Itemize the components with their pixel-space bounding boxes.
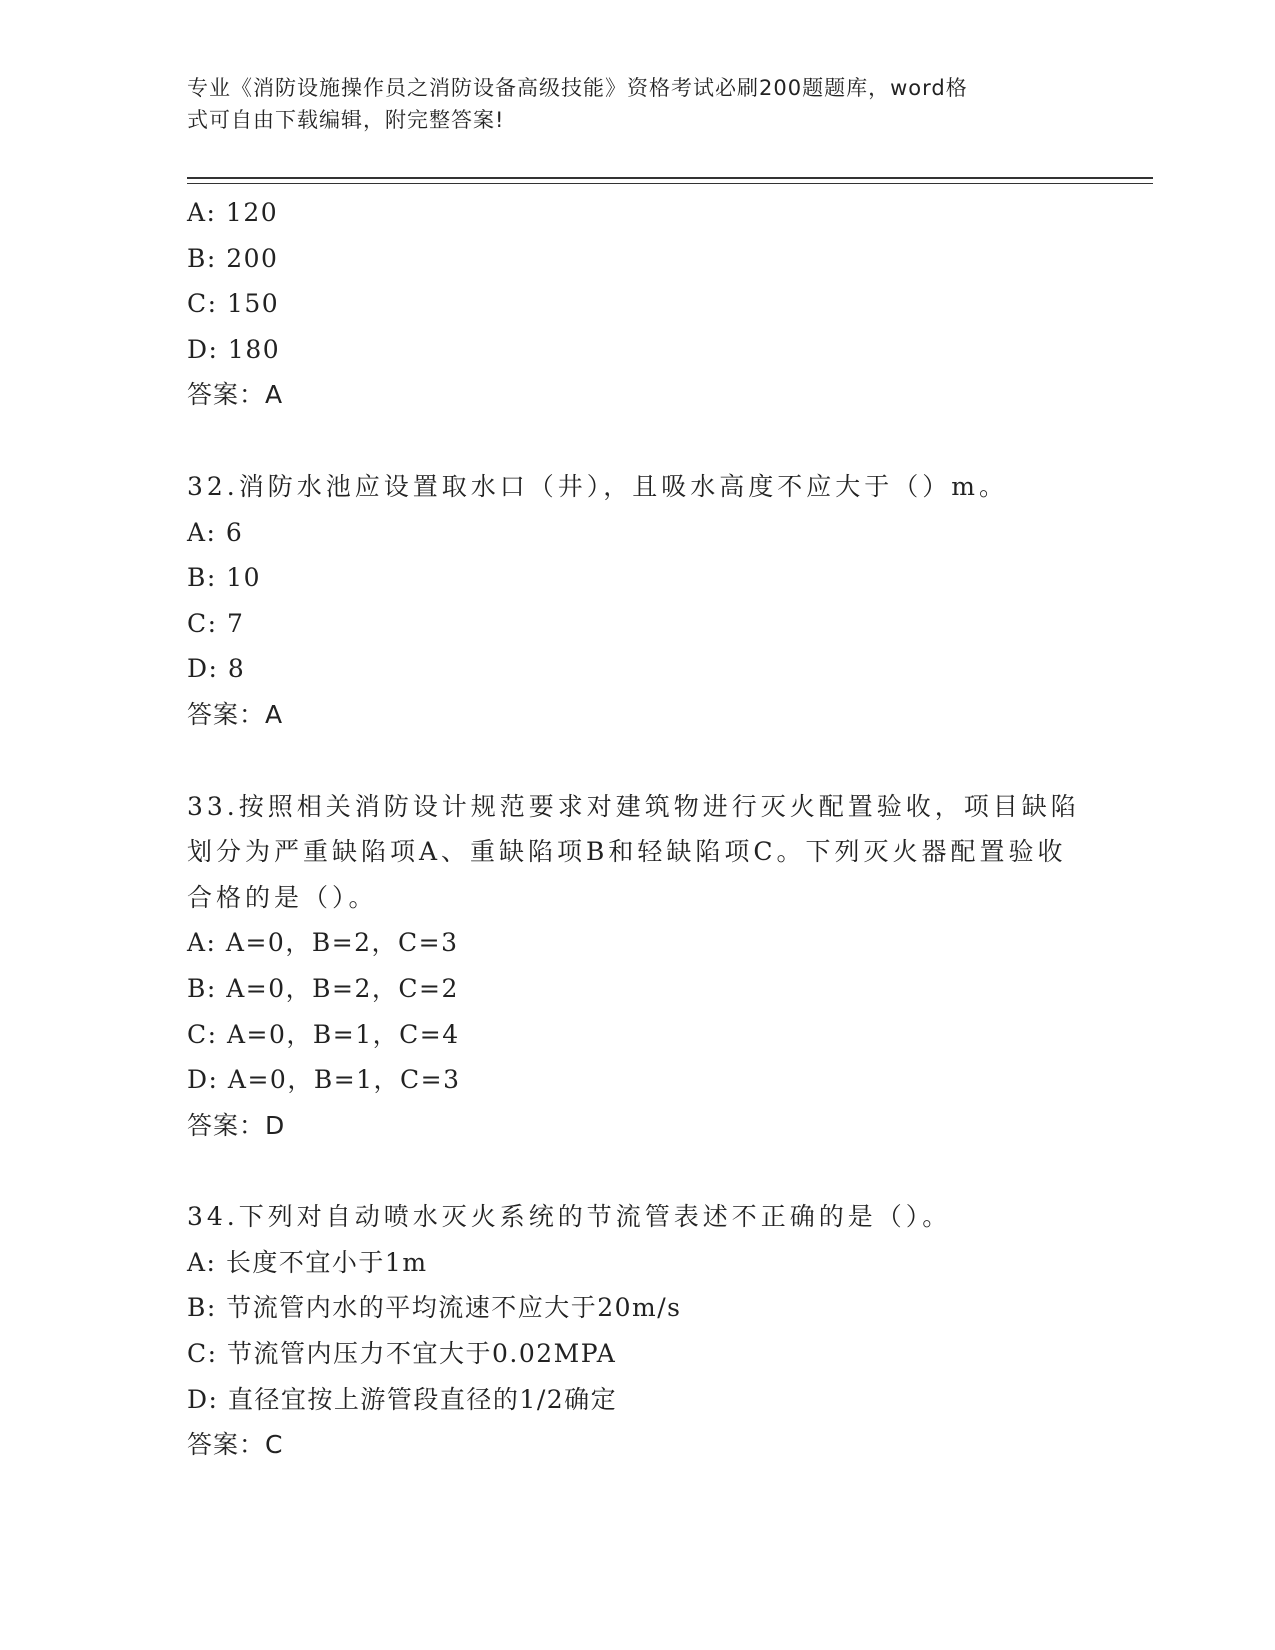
- answer-line: 答案：A: [187, 380, 284, 410]
- option-c: C: 节流管内压力不宜大于0.02MPA: [187, 1339, 617, 1369]
- option-a: A: 长度不宜小于1m: [187, 1247, 428, 1277]
- option-a: A: A=0，B=2，C=3: [187, 928, 459, 958]
- question-list: [187, 190, 1087, 1468]
- option-c: C: 150: [187, 289, 280, 319]
- question-block-34: [187, 1194, 1087, 1468]
- question-text-line-1: 33.按照相关消防设计规范要求对建筑物进行灭火配置验收，项目缺陷: [187, 791, 1080, 821]
- option-a: A: 120: [187, 198, 279, 227]
- question-block-prev: [187, 190, 1087, 418]
- option-d: D: A=0，B=1，C=3: [187, 1065, 461, 1095]
- option-b: B: A=0，B=2，C=2: [187, 973, 459, 1003]
- question-block-32: [187, 464, 1087, 738]
- header-line-2: 式可自由下载编辑，附完整答案!: [187, 108, 505, 132]
- option-a: A: 6: [187, 517, 244, 547]
- option-d: D: 180: [187, 334, 281, 364]
- option-b: B: 节流管内水的平均流速不应大于20m/s: [187, 1293, 682, 1323]
- spacer: [187, 1148, 1087, 1194]
- option-b: B: 200: [187, 243, 279, 273]
- header-rule-thin: [187, 183, 1153, 184]
- question-block-33: [187, 784, 1087, 1149]
- option-d: D: 直径宜按上游管段直径的1/2确定: [187, 1384, 618, 1414]
- option-c: C: A=0，B=1，C=4: [187, 1019, 460, 1049]
- spacer: [187, 738, 1087, 784]
- option-d: D: 8: [187, 654, 246, 684]
- question-text-line-2: 划分为严重缺陷项A、重缺陷项B和轻缺陷项C。下列灭火器配置验收: [187, 837, 1067, 867]
- answer-line: 答案：A: [187, 699, 284, 729]
- answer-line: 答案：D: [187, 1110, 286, 1140]
- header-rule-thick: [187, 177, 1153, 179]
- option-b: B: 10: [187, 563, 262, 593]
- option-c: C: 7: [187, 608, 245, 638]
- header-line-1: 专业《消防设施操作员之消防设备高级技能》资格考试必刷200题题库，word格: [187, 76, 968, 100]
- question-text: 34.下列对自动喷水灭火系统的节流管表述不正确的是（）。: [187, 1202, 952, 1232]
- spacer: [187, 418, 1087, 464]
- document-header: [187, 72, 1067, 136]
- question-text-line-3: 合格的是（）。: [187, 882, 378, 912]
- answer-line: 答案：C: [187, 1430, 284, 1460]
- question-text: 32.消防水池应设置取水口（井），且吸水高度不应大于（）m。: [187, 471, 1008, 501]
